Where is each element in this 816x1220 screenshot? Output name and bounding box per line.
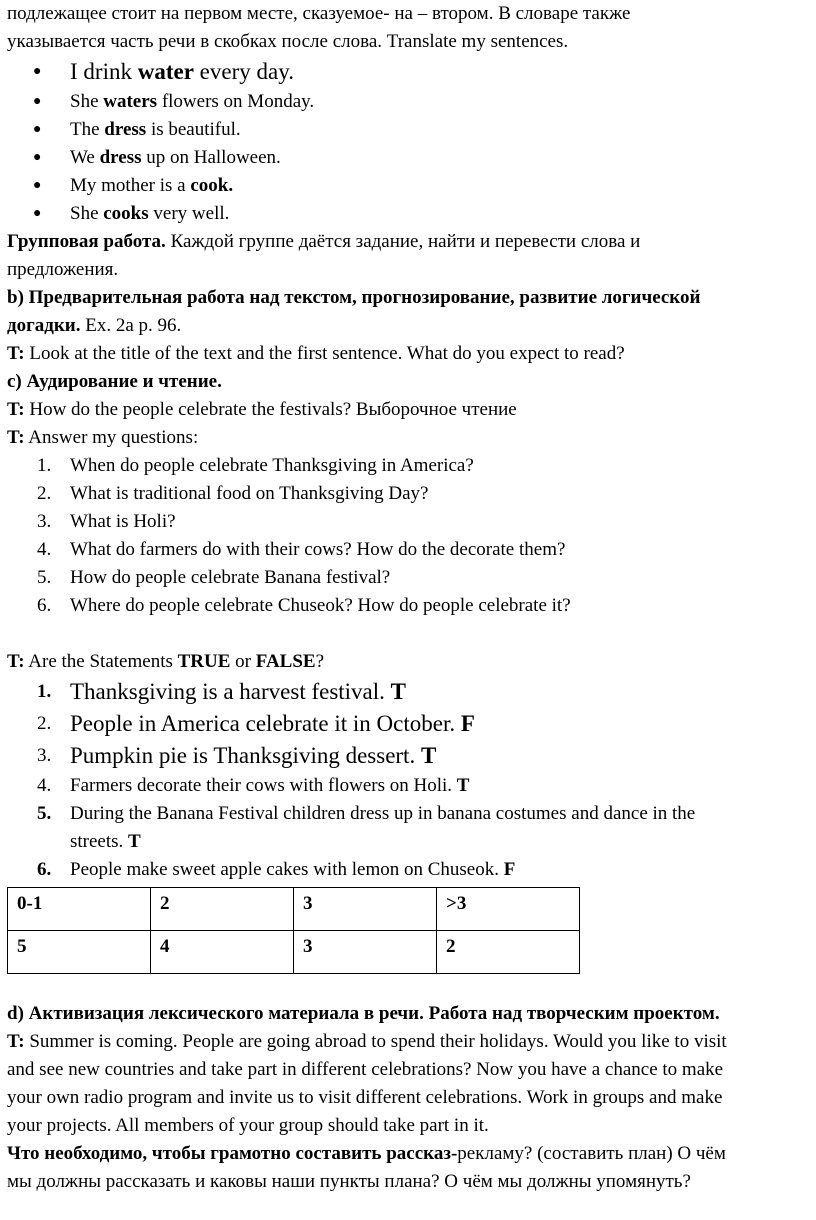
section-c-heading: c) Аудирование и чтение. (7, 371, 222, 392)
bullet-icon: ● (33, 64, 42, 79)
intro-line: подлежащее стоит на первом месте, сказуемое- на – втором. В словаре также (7, 3, 631, 24)
spacer (7, 620, 812, 648)
group-work-paragraph: Групповая работа. Каждой группе даётся задание, найти и перевести слова и (7, 231, 641, 252)
list-item: ● She cooks very well. (7, 200, 812, 228)
list-item: ● The dress is beautiful. (7, 116, 812, 144)
table-row (8, 931, 580, 974)
table-cell: 3 (294, 931, 437, 974)
group-work-paragraph: предложения. (7, 259, 119, 280)
intro-line: указывается часть речи в скобках после слова. Translate my sentences. (7, 31, 569, 52)
list-item: ● She waters flowers on Monday. (7, 88, 812, 116)
list-item: 4. What do farmers do with their cows? How do the decorate them? (37, 539, 566, 560)
list-item: 1. When do people celebrate Thanksgiving in America? (37, 455, 474, 476)
table-cell: 2 (437, 931, 580, 974)
list-item: 4. Farmers decorate their cows with flowers on Holi. T (37, 775, 470, 796)
table-cell: 4 (151, 931, 294, 974)
bullet-icon: ● (33, 150, 42, 165)
bullet-icon: ● (33, 178, 42, 193)
teacher-line: T: Answer my questions: (7, 427, 199, 448)
list-item: ● My mother is a cook. (7, 172, 812, 200)
teacher-line: T: Summer is coming. People are going abroad to spend their holidays. Would you like to visit (7, 1031, 727, 1052)
list-item: 1. Thanksgiving is a harvest festival. T (37, 679, 406, 704)
teacher-line: your projects. All members of your group should take part in it. (7, 1115, 489, 1136)
scoring-table (7, 887, 580, 974)
teacher-line: your own radio program and invite us to visit different celebrations. Work in groups and make (7, 1087, 723, 1108)
teacher-line: and see new countries and take part in different celebrations? Now you have a chance to make (7, 1059, 724, 1080)
vocab-list (7, 56, 812, 228)
list-item: 6. People make sweet apple cakes with lemon on Chuseok. F (37, 859, 516, 880)
document-page (7, 0, 812, 1196)
bullet-icon: ● (33, 122, 42, 137)
table-cell: 0-1 (8, 888, 151, 931)
list-item: 2. What is traditional food on Thanksgiving Day? (37, 483, 429, 504)
list-item: 3. What is Holi? (37, 511, 176, 532)
teacher-line: T: How do the people celebrate the festivals? Выборочное чтение (7, 399, 517, 420)
teacher-line: T: Look at the title of the text and the first sentence. What do you expect to read? (7, 343, 625, 364)
list-item: 2. People in America celebrate it in October. F (37, 711, 475, 736)
list-item: 6. Where do people celebrate Chuseok? How do people celebrate it? (37, 595, 571, 616)
true-false-intro: T: Are the Statements TRUE or FALSE? (7, 651, 325, 672)
table-cell: >3 (437, 888, 580, 931)
section-b-heading: догадки. Ex. 2a p. 96. (7, 315, 182, 336)
statements-list (7, 676, 812, 884)
table-cell: 2 (151, 888, 294, 931)
list-item: 3. Pumpkin pie is Thanksgiving dessert. T (37, 743, 437, 768)
section-b-heading: b) Предварительная работа над текстом, прогнозирование, развитие логической (7, 287, 701, 308)
questions-list (7, 452, 812, 620)
table-row (8, 888, 580, 931)
bullet-icon: ● (33, 94, 42, 109)
bullet-icon: ● (33, 206, 42, 221)
list-item: ● We dress up on Halloween. (7, 144, 812, 172)
section-d-heading: d) Активизация лексического материала в речи. Работа над творческим проектом. (7, 1003, 720, 1024)
table-cell: 5 (8, 931, 151, 974)
final-paragraph: Что необходимо, чтобы грамотно составить рассказ-рекламу? (составить план) О чём (7, 1143, 726, 1164)
list-item: 5. During the Banana Festival children dress up in banana costumes and dance in the streets. T (37, 803, 696, 852)
list-item: ● I drink water every day. (7, 56, 812, 88)
list-item: 5. How do people celebrate Banana festival? (37, 567, 391, 588)
final-paragraph: мы должны рассказать и каковы наши пункты плана? О чём мы должны упомянуть? (7, 1171, 691, 1192)
table-cell: 3 (294, 888, 437, 931)
